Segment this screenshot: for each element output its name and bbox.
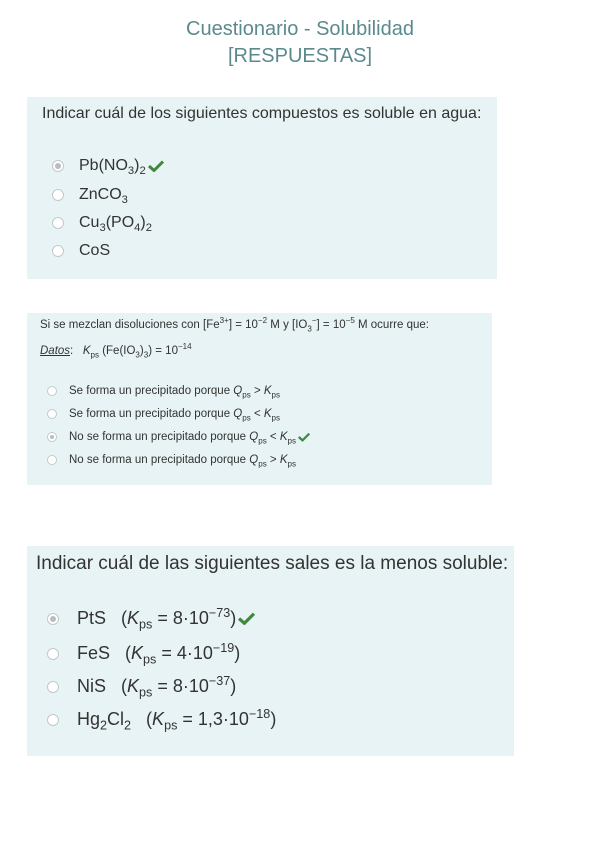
option-label: No se forma un precipitado porque $Q_{ps} > K_{ps}$ bbox=[69, 454, 297, 469]
radio-button[interactable] bbox=[52, 160, 64, 172]
radio-button[interactable] bbox=[52, 245, 64, 257]
checkmark-icon bbox=[238, 612, 255, 625]
option-no-precipita-mayor[interactable] bbox=[47, 454, 297, 469]
option-label: ZnCO$_3$ bbox=[79, 186, 128, 207]
option-precipita-menor[interactable] bbox=[47, 408, 281, 423]
option-label: FeS $(K_{ps} = 4\cdot 10^{-19})$ bbox=[77, 641, 241, 667]
question-card-3 bbox=[27, 546, 514, 756]
option-label: No se forma un precipitado porque $Q_{ps} < K_{ps}$ bbox=[69, 431, 297, 446]
radio-button[interactable] bbox=[52, 217, 64, 229]
checkmark-icon bbox=[298, 432, 310, 442]
option-no-precipita-menor[interactable] bbox=[47, 431, 310, 446]
radio-button[interactable] bbox=[47, 648, 59, 660]
option-fes[interactable] bbox=[47, 641, 241, 667]
option-label: Se forma un precipitado porque $Q_{ps} > K_{ps}$ bbox=[69, 385, 281, 400]
question-text: Indicar cuál de las siguientes sales es la menos soluble: bbox=[36, 553, 509, 574]
question-card-2 bbox=[27, 313, 492, 485]
question-text: Si se mezclan disoluciones con $[Fe^{3+}] = 10^{-2}$ M y $[IO_3^-] = 10^{-5}$ M ocurre que: bbox=[40, 316, 429, 334]
option-cu3-po4-2[interactable] bbox=[52, 214, 152, 235]
question-card-1 bbox=[27, 97, 497, 279]
radio-button[interactable] bbox=[47, 455, 57, 465]
radio-button[interactable] bbox=[47, 409, 57, 419]
option-precipita-mayor[interactable] bbox=[47, 385, 281, 400]
option-label: CoS bbox=[79, 242, 111, 259]
option-label: Se forma un precipitado porque $Q_{ps} < K_{ps}$ bbox=[69, 408, 281, 423]
option-cos[interactable] bbox=[52, 242, 110, 260]
radio-button[interactable] bbox=[47, 613, 59, 625]
checkmark-icon bbox=[148, 160, 164, 172]
option-pts[interactable] bbox=[47, 606, 255, 632]
data-line: Datos: $K_{ps}$ $(Fe(IO_3)_3) = 10^{-14}$ bbox=[40, 342, 192, 360]
page-title bbox=[0, 16, 600, 70]
option-label: PtS $(K_{ps} = 8\cdot 10^{-73})$ bbox=[77, 606, 237, 632]
option-hg2cl2[interactable] bbox=[47, 707, 277, 733]
option-label: $Cu_3(PO_4)_2$ bbox=[79, 214, 152, 235]
radio-button[interactable] bbox=[52, 189, 64, 201]
option-pb-no3-2[interactable] bbox=[52, 157, 164, 178]
option-label: NiS $(K_{ps} = 8\cdot 10^{-37})$ bbox=[77, 674, 237, 700]
radio-button[interactable] bbox=[47, 714, 59, 726]
radio-button[interactable] bbox=[47, 432, 57, 442]
option-nis[interactable] bbox=[47, 674, 237, 700]
radio-button[interactable] bbox=[47, 681, 59, 693]
title-line-2: [RESPUESTAS] bbox=[227, 45, 373, 67]
question-text: Indicar cuál de los siguientes compuestos es soluble en agua: bbox=[42, 105, 482, 122]
option-label: $Pb(NO_3)_2$ bbox=[79, 157, 146, 178]
option-znco3[interactable] bbox=[52, 186, 128, 207]
option-label: $Hg_2Cl_2$ $(K_{ps} = 1,3\cdot 10^{-18})$ bbox=[77, 707, 277, 733]
title-line-1: Cuestionario - Solubilidad bbox=[186, 18, 414, 40]
radio-button[interactable] bbox=[47, 386, 57, 396]
